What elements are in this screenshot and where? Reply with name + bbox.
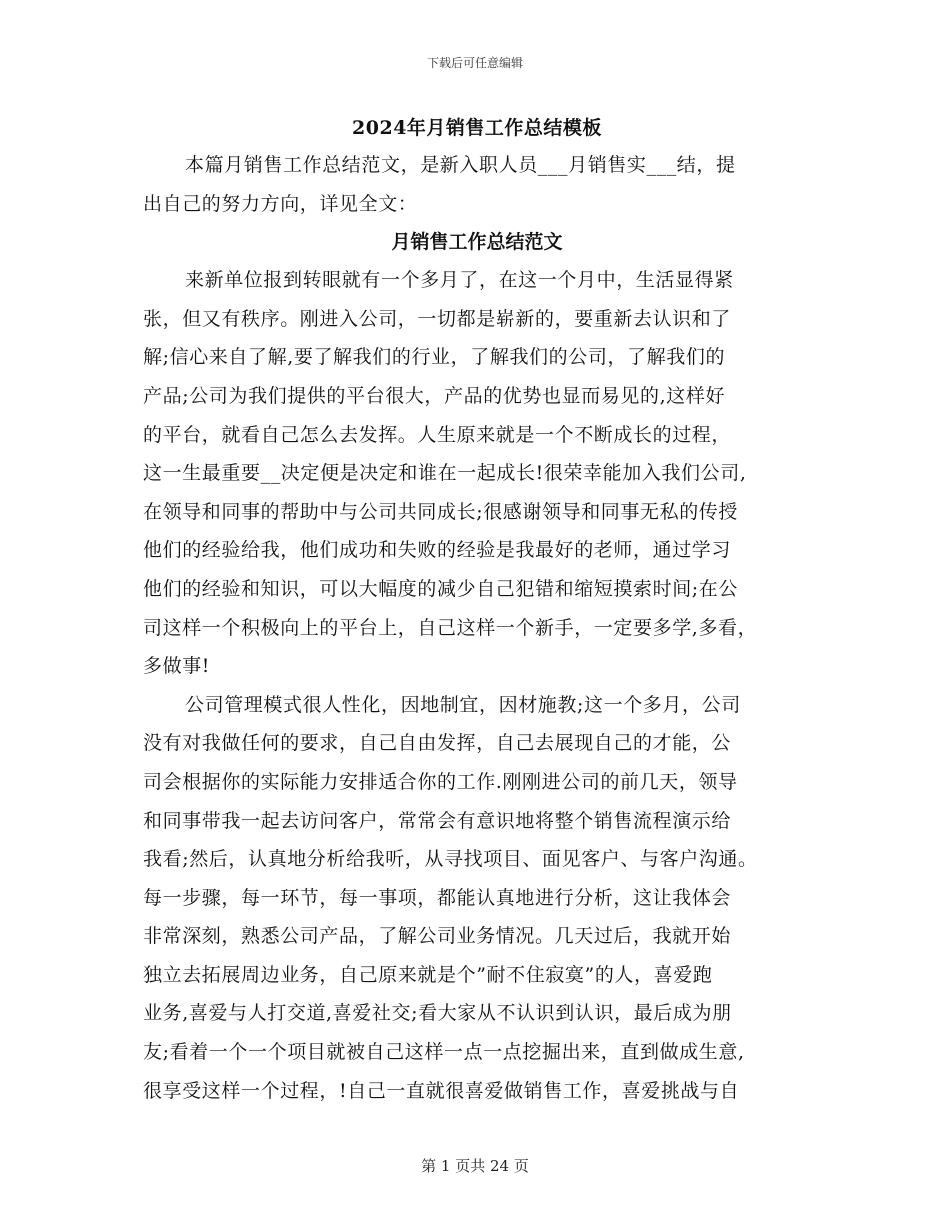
text-line: 独立去拓展周边业务，自己原来就是个”耐不住寂寞”的人，喜爱跑 — [143, 963, 713, 986]
intro-paragraph — [143, 146, 811, 223]
page-header-note: 下载后可任意编辑 — [426, 56, 523, 70]
text-line: 公司管理模式很人性化，因地制宜，因材施教;这一个多月，公司 — [185, 693, 741, 716]
section-subtitle: 月销售工作总结范文 — [391, 231, 563, 254]
page-number: 第 1 页共 24 页 — [421, 1157, 529, 1175]
paragraph-2 — [143, 686, 811, 1111]
document-body — [143, 110, 811, 1110]
text-line: 很享受这样一个过程，!自己一直就很喜爱做销售工作，喜爱挑战与自 — [143, 1079, 740, 1102]
text-line: 解;信心来自了解,要了解我们的行业，了解我们的公司，了解我们的 — [143, 346, 726, 369]
text-line: 非常深刻，熟悉公司产品，了解公司业务情况。几天过后，我就开始 — [143, 925, 732, 948]
text-line: 司这样一个积极向上的平台上，自己这样一个新手，一定要多学,多看， — [143, 616, 758, 639]
text-line: 司会根据你的实际能力安排适合你的工作.刚刚进公司的前几天，领导 — [143, 770, 738, 793]
text-line: 张，但又有秩序。刚进入公司，一切都是崭新的，要重新去认识和了 — [143, 307, 732, 330]
text-line: 出自己的努力方向，详见全文： — [143, 192, 418, 215]
text-line: 的平台，就看自己怎么去发挥。人生原来就是一个不断成长的过程， — [143, 423, 732, 446]
text-line: 我看;然后，认真地分析给我听，从寻找项目、面见客户、与客户沟通。 — [143, 848, 758, 871]
text-line: 产品;公司为我们提供的平台很大，产品的优势也显而易见的,这样好 — [143, 384, 726, 407]
text-line: 他们的经验给我，他们成功和失败的经验是我最好的老师，通过学习 — [143, 539, 732, 562]
text-line: 没有对我做任何的要求，自己自由发挥，自己去展现自己的才能，公 — [143, 732, 732, 755]
text-line: 在领导和同事的帮助中与公司共同成长;很感谢领导和同事无私的传授 — [143, 500, 739, 523]
text-line: 他们的经验和知识，可以大幅度的减少自己犯错和缩短摸索时间;在公 — [143, 577, 739, 600]
text-line: 本篇月销售工作总结范文，是新入职人员___月销售实___结，提 — [185, 154, 736, 176]
text-line: 每一步骤，每一环节，每一事项，都能认真地进行分析，这让我体会 — [143, 886, 732, 909]
text-line: 多做事! — [143, 655, 211, 678]
text-line: 来新单位报到转眼就有一个多月了，在这一个月中，生活显得紧 — [185, 269, 734, 292]
text-line: 这一生最重要__决定便是决定和谁在一起成长!很荣幸能加入我们公司, — [143, 462, 747, 485]
text-line: 和同事带我一起去访问客户，常常会有意识地将整个销售流程演示给 — [143, 809, 732, 832]
text-line: 业务,喜爱与人打交道,喜爱社交;看大家从不认识到认识，最后成为朋 — [143, 1002, 732, 1025]
paragraph-1 — [143, 261, 811, 686]
text-line: 友;看着一个一个项目就被自己这样一点一点挖掘出来，直到做成生意, — [143, 1041, 745, 1064]
document-title: 2024年月销售工作总结模板 — [352, 117, 602, 139]
